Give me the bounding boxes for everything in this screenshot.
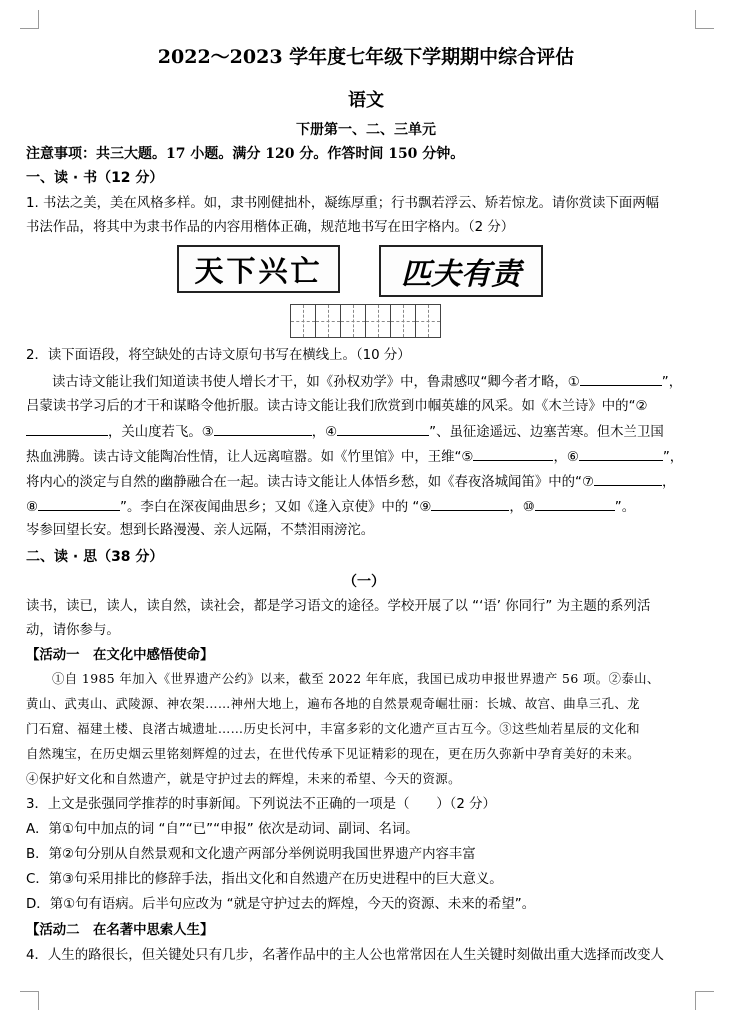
tian-grid-cell[interactable] <box>415 304 441 338</box>
answer-blank-4[interactable] <box>337 421 429 436</box>
q2-line2: 吕蒙读书学习后的才干和谋略令他折服。读古诗文能让我们欣赏到巾帼英雄的风采。如《木兰诗》中的“② <box>26 399 648 414</box>
news-line1: ①自 1985 年加入《世界遗产公约》以来，截至 2022 年年底，我国已成功申报世界遗产 56 项。②泰山、 <box>52 671 660 686</box>
tian-grid <box>291 304 441 338</box>
crop-mark-top-right <box>695 10 714 29</box>
answer-blank-9[interactable] <box>431 496 509 511</box>
q3-option-a: A．第①句中加点的词 “自”“已”“申报” 依次是动词、副词、名词。 <box>26 822 419 837</box>
q3-stem: 3．上文是张强同学推荐的时事新闻。下列说法不正确的一项是（ ）（2 分） <box>26 797 496 812</box>
intro-line2: 动，请你参与。 <box>26 623 120 638</box>
tian-grid-cell[interactable] <box>390 304 416 338</box>
crop-mark-bottom-right <box>695 991 714 1010</box>
news-line3: 门石窟、福建土楼、良渚古城遗址……历史长河中，丰富多彩的文化遗产亘古互今。③这些灿若星辰的文化和 <box>26 721 640 736</box>
news-line2: 黄山、武夷山、武陵源、神农架……神州大地上，遍布各地的自然景观奇崛壮丽：长城、故宫、曲阜三孔、龙 <box>26 696 640 711</box>
q1-line1: 1. 书法之美，美在风格多样。如，隶书刚健拙朴，凝练厚重；行书飘若浮云、矫若惊龙。请你赏读下面两幅 <box>26 196 659 211</box>
crop-mark-top-left <box>20 10 39 29</box>
scope-line: 下册第一、二、三单元 <box>296 122 436 138</box>
answer-blank-10[interactable] <box>535 496 615 511</box>
answer-blank-6[interactable] <box>579 446 663 461</box>
news-line4: 自然瑰宝，在历史烟云里铭刻辉煌的过去，在世代传承下见证精彩的现在，更在历久弥新中孕育美好的未来。 <box>26 746 640 761</box>
q2-line1: 读古诗文能让我们知道读书使人增长才干，如《孙权劝学》中，鲁肃感叹“卿今者才略，① ”， <box>26 371 702 394</box>
tian-grid-cell[interactable] <box>340 304 366 338</box>
answer-blank-8[interactable] <box>38 496 120 511</box>
q2-heading: 2．读下面语段，将空缺处的古诗文原句书写在横线上。（10 分） <box>26 348 411 363</box>
activity1-heading: 【活动一 在文化中感悟使命】 <box>26 648 214 663</box>
q3-option-d: D．第①句有语病。后半句应改为 “就是守护过去的辉煌，今天的资源、未来的希望”。 <box>26 897 536 912</box>
answer-blank-5[interactable] <box>473 446 553 461</box>
q2-line7: 岑参回望长安。想到长路漫漫、亲人远隔，不禁泪雨滂沱。 <box>26 523 375 538</box>
q3-option-b: B．第②句分别从自然景观和文化遗产两部分举例说明我国世界遗产内容丰富 <box>26 847 476 862</box>
calligraphy-clerical-image: 天下兴亡 <box>177 245 340 293</box>
tian-grid-cell[interactable] <box>290 304 316 338</box>
answer-blank-1[interactable] <box>580 371 662 386</box>
q2-line3: ，关山度若飞。③ ，④ ”、虽征途遥远、边塞苦寒。但木兰卫国 <box>26 421 702 444</box>
exam-title: 2022～2023 学年度七年级下学期期中综合评估 <box>157 46 575 68</box>
section2-heading: 二、读 · 思（38 分） <box>26 549 164 565</box>
q2-line5: 将内心的淡定与自然的幽静融合在一起。读古诗文能让人体悟乡愁，如《春夜洛城闻笛》中的“⑦ ， <box>26 471 702 494</box>
crop-mark-bottom-left <box>20 991 39 1010</box>
activity2-heading: 【活动二 在名著中思索人生】 <box>26 923 214 938</box>
news-line5: ④保护好文化和自然遗产，就是守护过去的辉煌，未来的希望、今天的资源。 <box>26 771 461 786</box>
calligraphy-running-image: 匹夫有责 <box>379 245 543 297</box>
intro-line1: 读书，读已，读人，读自然，读社会，都是学习语文的途径。学校开展了以 “‘语’ 你同行” 为主题的系列活 <box>26 599 651 614</box>
tian-grid-cell[interactable] <box>315 304 341 338</box>
q1-line2: 书法作品，将其中为隶书作品的内容用楷体正确，规范地书写在田字格内。（2 分） <box>26 220 515 235</box>
notice-line: 注意事项：共三大题。17 小题。满分 120 分。作答时间 150 分钟。 <box>26 146 465 162</box>
answer-blank-3[interactable] <box>214 421 312 436</box>
tian-grid-cell[interactable] <box>365 304 391 338</box>
q4-stem: 4．人生的路很长，但关键处只有几步，名著作品中的主人公也常常因在人生关键时刻做出重大选择而改变人 <box>26 948 664 963</box>
answer-blank-2[interactable] <box>26 421 108 436</box>
subject-title: 语文 <box>348 90 384 111</box>
q2-line4: 热血沸腾。读古诗文能陶冶性情，让人远离喧嚣。如《竹里馆》中，王维“⑤ ，⑥ ”， <box>26 446 702 469</box>
part-one-heading: （一） <box>343 574 385 590</box>
q3-option-c: C．第③句采用排比的修辞手法，指出文化和自然遗产在历史进程中的巨大意义。 <box>26 872 503 887</box>
q2-line6: ⑧ ”。李白在深夜闻曲思乡；又如《逢入京使》中的 “⑨ ，⑩ ”。 <box>26 496 702 519</box>
section1-heading: 一、读 · 书（12 分） <box>26 170 164 186</box>
answer-blank-7[interactable] <box>594 471 662 486</box>
